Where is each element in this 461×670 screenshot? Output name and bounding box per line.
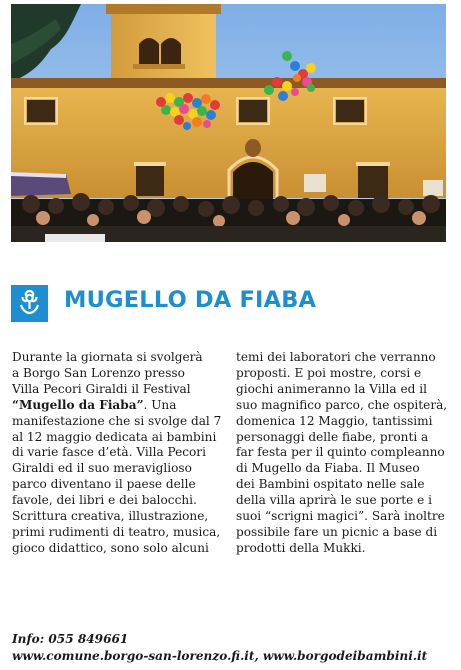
text-line: personaggi delle fiabe, pronti a <box>236 429 429 444</box>
text-line: dei Bambini ospitato nelle sale <box>236 477 425 492</box>
text-line: a Borgo San Lorenzo presso <box>12 365 185 380</box>
text-line: primi rudimenti di teatro, musica, <box>12 524 221 539</box>
text-line: suoi “scrigni magici”. Sarà inoltre <box>236 509 445 524</box>
text-line: favole, dei libri e dei balocchi. <box>12 493 197 508</box>
text-line: della villa aprirà le sue porte e i <box>236 493 433 508</box>
text-line: possibile fare un picnic a base di <box>236 524 438 539</box>
body-text-left-column <box>12 350 222 557</box>
text-line: Scrittura creativa, illustrazione, <box>12 509 209 524</box>
text-line: giochi animeranno la Villa ed il <box>236 381 427 396</box>
text-line: Villa Pecori Giraldi il Festival <box>12 381 191 396</box>
text-line: manifestazione che si svolge dal 7 <box>12 413 222 428</box>
text-line <box>12 398 222 414</box>
text-line: proposti. E poi mostre, corsi e <box>236 365 422 380</box>
text-fragment: . Una <box>143 397 177 412</box>
text-line: di varie fasce d’età. Villa Pecori <box>12 445 206 460</box>
text-line: Durante la giornata si svolgerà <box>12 350 203 364</box>
info-phone: Info: 055 849661 <box>12 632 129 646</box>
text-line: domenica 12 Maggio, tantissimi <box>236 413 433 428</box>
text-line: temi dei laboratori che verranno <box>236 350 436 364</box>
text-line: al 12 maggio dedicata ai bambini <box>12 429 217 444</box>
festival-photo <box>11 4 446 242</box>
flower-icon <box>11 285 48 322</box>
info-websites[interactable]: www.comune.borgo-san-lorenzo.fi.it, www.borgodeibambini.it <box>12 649 428 663</box>
section-title: MUGELLO DA FIABA <box>64 287 317 313</box>
text-line: suo magnifico parco, che ospiterà, <box>236 397 448 412</box>
text-line: parco diventano il paese delle <box>12 477 196 492</box>
text-line: far festa per il quinto compleanno <box>236 445 445 460</box>
festival-name: “Mugello da Fiaba” <box>12 397 144 412</box>
text-line: prodotti della Mukki. <box>236 540 366 555</box>
body-text-right-column <box>236 350 448 557</box>
contact-info <box>12 631 427 665</box>
text-line: di Mugello da Fiaba. Il Museo <box>236 461 420 476</box>
text-line: Giraldi ed il suo meraviglioso <box>12 461 192 476</box>
text-line: gioco didattico, sono solo alcuni <box>12 540 209 555</box>
